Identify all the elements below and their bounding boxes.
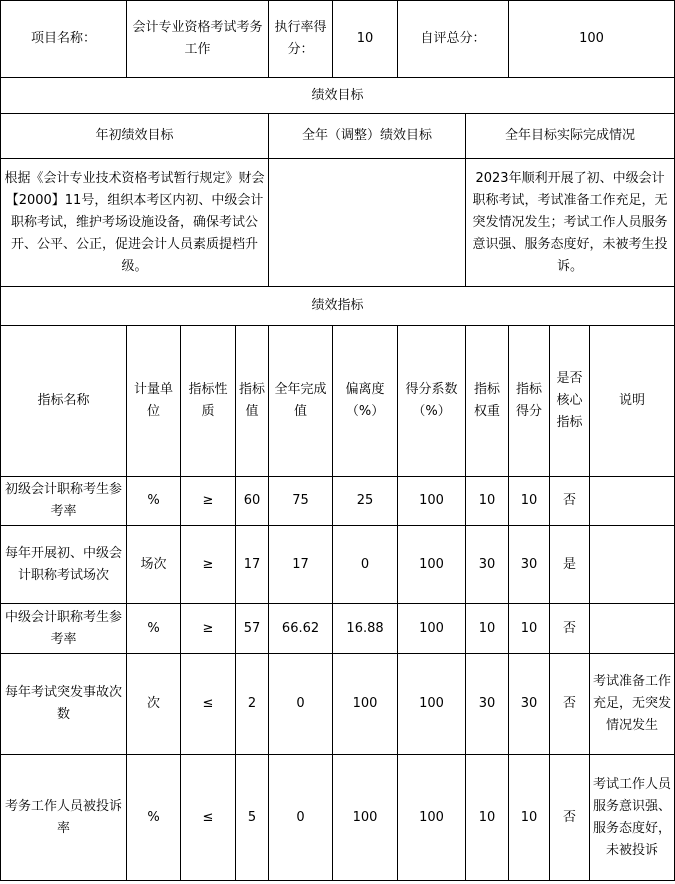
indicator-core: 否 [550, 755, 590, 881]
indicator-deviation: 100 [333, 654, 398, 755]
col-header-deviation: 偏离度（%） [333, 326, 398, 477]
indicators-header-row [1, 326, 675, 477]
indicator-score: 30 [509, 654, 550, 755]
indicator-weight: 10 [466, 477, 509, 526]
indicator-unit: 场次 [127, 526, 181, 604]
initial-goal-text: 根据《会计专业技术资格考试暂行规定》财会【2000】11号，组织本考区内初、中级会计职称考试，维护考场设施设备，确保考试公开、公平、公正，促进会计人员素质提档升级。 [1, 159, 269, 287]
indicator-deviation: 0 [333, 526, 398, 604]
indicator-target: 5 [236, 755, 269, 881]
indicator-name: 每年考试突发事故次数 [1, 654, 127, 755]
indicator-note [590, 604, 675, 654]
col-header-score: 指标得分 [509, 326, 550, 477]
indicator-target: 17 [236, 526, 269, 604]
indicator-nature: ≥ [181, 477, 236, 526]
indicator-core: 否 [550, 604, 590, 654]
self-eval-value: 100 [509, 1, 675, 78]
indicator-name: 初级会计职称考生参考率 [1, 477, 127, 526]
indicator-weight: 30 [466, 654, 509, 755]
project-name-label: 项目名称： [1, 1, 127, 78]
col-adjusted-goal: 全年（调整）绩效目标 [269, 114, 466, 159]
indicator-score: 10 [509, 755, 550, 881]
indicator-name: 每年开展初、中级会计职称考试场次 [1, 526, 127, 604]
indicator-actual: 75 [269, 477, 333, 526]
indicators-section-title: 绩效指标 [1, 287, 675, 326]
indicator-actual: 0 [269, 654, 333, 755]
indicator-nature: ≥ [181, 604, 236, 654]
indicator-coef: 100 [398, 654, 466, 755]
goals-content-row [1, 159, 675, 287]
table-row [1, 477, 675, 526]
indicator-actual: 0 [269, 755, 333, 881]
exec-rate-label: 执行率得分： [269, 1, 333, 78]
indicator-weight: 10 [466, 755, 509, 881]
goals-section-title: 绩效目标 [1, 78, 675, 114]
indicator-coef: 100 [398, 526, 466, 604]
indicator-coef: 100 [398, 755, 466, 881]
indicator-note [590, 526, 675, 604]
indicator-unit: % [127, 477, 181, 526]
col-header-name: 指标名称 [1, 326, 127, 477]
project-name-value: 会计专业资格考试考务工作 [127, 1, 269, 78]
indicator-unit: % [127, 604, 181, 654]
col-header-core: 是否核心指标 [550, 326, 590, 477]
col-actual-completion: 全年目标实际完成情况 [466, 114, 675, 159]
indicator-note [590, 477, 675, 526]
indicator-actual: 66.62 [269, 604, 333, 654]
col-header-weight: 指标权重 [466, 326, 509, 477]
self-eval-label: 自评总分： [398, 1, 509, 78]
indicator-nature: ≥ [181, 526, 236, 604]
goals-section-row [1, 78, 675, 114]
indicator-deviation: 16.88 [333, 604, 398, 654]
exec-rate-value: 10 [333, 1, 398, 78]
indicators-section-row [1, 287, 675, 326]
indicator-score: 30 [509, 526, 550, 604]
col-header-target: 指标值 [236, 326, 269, 477]
header-row [1, 1, 675, 78]
indicator-weight: 30 [466, 526, 509, 604]
goals-header-row [1, 114, 675, 159]
table-row [1, 604, 675, 654]
indicator-deviation: 100 [333, 755, 398, 881]
indicator-score: 10 [509, 604, 550, 654]
indicator-unit: 次 [127, 654, 181, 755]
actual-completion-text: 2023年顺利开展了初、中级会计职称考试，考试准备工作充足，无突发情况发生；考试工作人员服务意识强、服务态度好，未被考生投诉。 [466, 159, 675, 287]
col-header-note: 说明 [590, 326, 675, 477]
table-row [1, 654, 675, 755]
indicator-deviation: 25 [333, 477, 398, 526]
indicator-name: 中级会计职称考生参考率 [1, 604, 127, 654]
indicator-coef: 100 [398, 604, 466, 654]
indicator-core: 否 [550, 654, 590, 755]
indicator-coef: 100 [398, 477, 466, 526]
indicator-target: 2 [236, 654, 269, 755]
indicator-core: 否 [550, 477, 590, 526]
indicator-target: 57 [236, 604, 269, 654]
adjusted-goal-text [269, 159, 466, 287]
indicator-core: 是 [550, 526, 590, 604]
table-row [1, 526, 675, 604]
indicator-note: 考试准备工作充足，无突发情况发生 [590, 654, 675, 755]
col-initial-goal: 年初绩效目标 [1, 114, 269, 159]
col-header-actual: 全年完成值 [269, 326, 333, 477]
indicator-nature: ≤ [181, 654, 236, 755]
indicator-actual: 17 [269, 526, 333, 604]
col-header-unit: 计量单位 [127, 326, 181, 477]
indicator-target: 60 [236, 477, 269, 526]
indicator-nature: ≤ [181, 755, 236, 881]
table-row [1, 755, 675, 881]
indicator-unit: % [127, 755, 181, 881]
indicator-name: 考务工作人员被投诉率 [1, 755, 127, 881]
col-header-nature: 指标性质 [181, 326, 236, 477]
indicator-note: 考试工作人员服务意识强、服务态度好，未被投诉 [590, 755, 675, 881]
col-header-coef: 得分系数（%） [398, 326, 466, 477]
indicator-score: 10 [509, 477, 550, 526]
indicator-weight: 10 [466, 604, 509, 654]
